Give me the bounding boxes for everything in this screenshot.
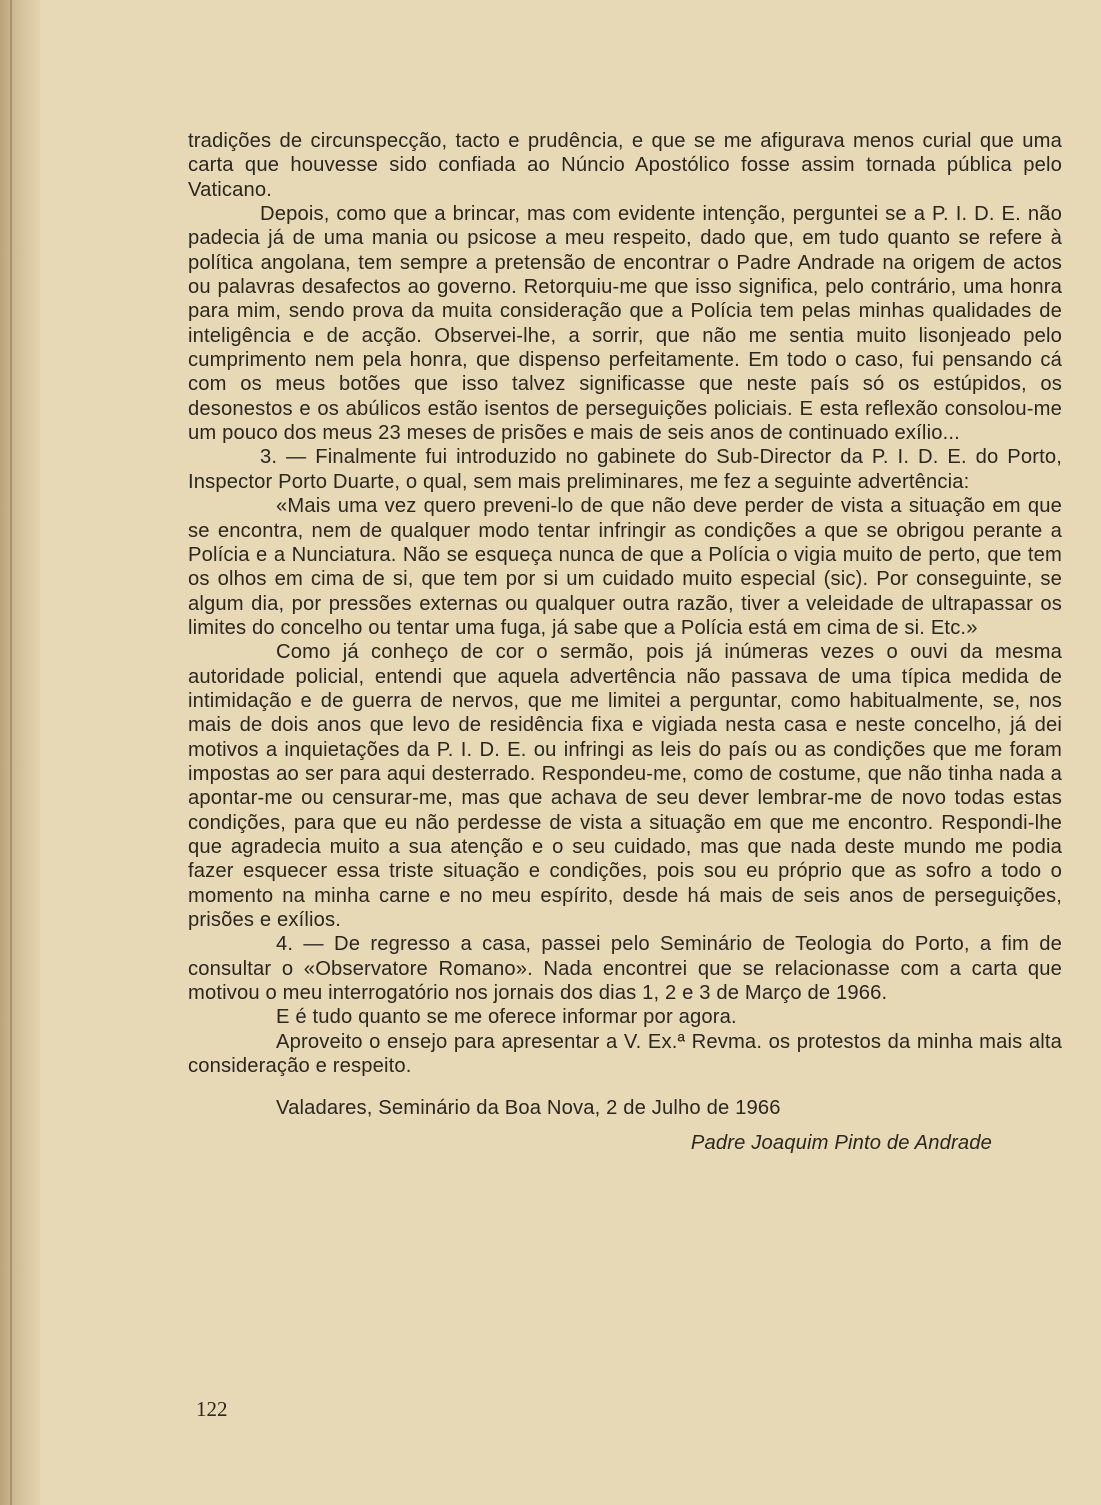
paragraph-quote: «Mais uma vez quero preveni-lo de que não deve perder de vista a situação em que se encontra, nem de qualquer modo tentar infringir as condições a que se obrigou perante a Polícia e a Nunciatura. Não se esqueça nunca de que a Polícia o vigia muito de perto, que tem os olhos em cima de si, que tem por si um cuidado muito especial (sic). Por conseguinte, se algum dia, por pressões externas ou qualquer outra razão, tiver a veleidade de ultrapassar os limites do concelho ou tentar uma fuga, já sabe que a Polícia está em cima de si. Etc.» — [188, 495, 1062, 639]
page-number: 122 — [196, 1397, 228, 1421]
paragraph-6: 4. — De regresso a casa, passei pelo Seminário de Teologia do Porto, a fim de consultar o «Observatore Romano». Nada encontrei que se relacionasse com a carta que motivou o meu interrogatório nos jornais dos dias 1, 2 e 3 de Março de 1966. — [188, 933, 1062, 1005]
paragraph-5: Como já conheço de cor o sermão, pois já inúmeras vezes o ouvi da mesma autoridade policial, entendi que aquela advertência não passava de uma típica medida de intimidação e de guerra de nervos, que me limitei a perguntar, como habitualmente, se, nos mais de dois anos que levo de residência fixa e vigiada nesta casa e neste concelho, já dei motivos a inquietações da P. I. D. E. ou infringi as leis do país ou as condições que me foram impostas ao ser para aqui desterrado. Respondeu-me, como de costume, que não tinha nada a apontar-me ou censurar-me, mas que achava de seu dever lembrar-me de novo todas estas condições, para que eu não perdesse de vista a situação em que me encontro. Respondi-lhe que agradecia muito a sua atenção e o seu cuidado, mas que nada deste mundo me podia fazer esquecer essa triste situação e condições, pois sou eu próprio que as sofro a todo o momento na minha carne e no meu espírito, desde há mais de seis anos de perseguições, prisões e exílios. — [188, 641, 1062, 931]
date-line: Valadares, Seminário da Boa Nova, 2 de Julho de 1966 — [276, 1097, 781, 1120]
paragraph-1: tradições de circunspecção, tacto e prudência, e que se me afigurava menos curial que uma carta que houvesse sido confiada ao Núncio Apostólico fosse assim tornada pública pelo Vaticano. — [188, 130, 1062, 201]
signature: Padre Joaquim Pinto de Andrade — [690, 1131, 992, 1154]
paragraph-7: E é tudo quanto se me oferece informar por agora. — [276, 1006, 737, 1029]
page-body — [188, 129, 1062, 1155]
paragraph-2: Depois, como que a brincar, mas com evidente intenção, perguntei se a P. I. D. E. não padecia já de uma mania ou psicose a meu respeito, dado que, em tudo quanto se refere à política angolana, tem sempre a pretensão de encontrar o Padre Andrade na origem de actos ou palavras desafectos ao governo. Retorquiu-me que isso significa, pelo contrário, uma honra para mim, sendo prova da muita consideração que a Polícia tem pelas minhas qualidades de inteligência e de acção. Observei-lhe, a sorrir, que não me sentia muito lisonjeado pelo cumprimento nem pela honra, que dispenso perfeitamente. Em todo o caso, fui pensando cá com os meus botões que isso talvez significasse que neste país só os estúpidos, os desonestos e os abúlicos estão isentos de perseguições policiais. E esta reflexão consolou-me um pouco dos meus 23 meses de prisões e mais de seis anos de continuado exílio... — [188, 203, 1062, 445]
paragraph-8: Aproveito o ensejo para apresentar a V. Ex.ª Revma. os protestos da minha mais alta consideração e respeito. — [188, 1030, 1062, 1078]
book-spine-shadow — [0, 0, 40, 1505]
paragraph-3: 3. — Finalmente fui introduzido no gabinete do Sub-Director da P. I. D. E. do Porto, Inspector Porto Duarte, o qual, sem mais preliminares, me fez a seguinte advertência: — [188, 446, 1062, 493]
